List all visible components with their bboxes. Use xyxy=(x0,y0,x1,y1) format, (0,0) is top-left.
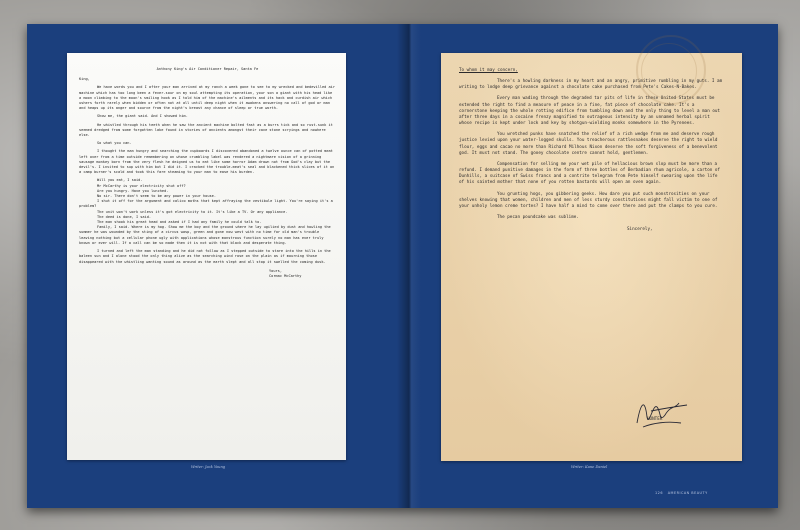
letter-paragraph: We have words you and I after your man arrived at my ranch a week gone to see to my wrecked and bedevilled air machine which has too long been a fever-sour on my soul attempting its operation, your son a giant with his head like a moon climbing to the moon's smiling hook as I told him of the machine's ailments and its hack and curdish air which ushers forth rarely when bidden or often not at all until deep night when it awakens answering no call of god or man and heaps up its anger and source from the night's breast any chance of sleep or true worth. xyxy=(79,85,338,111)
letter-paragraph: So what you can. xyxy=(97,141,132,146)
letter-paragraph: Are you hungry. Have you lunched. xyxy=(97,188,169,193)
letter-paragraph: I thought the man hungry and searching the cupboards I discovered abandoned a twelve ounce can of potted meat left over from a time outside remembering on whose crumbling label was rendered a nightmare vision of a grinning sausage monkey born from the very flesh he deigned us to eat like some horror Adam drawn not from God's clay but the devil's. I invited to sup with him but I did it. I cracked the trouble-meat's seal and blackened thick slices of it on a camp burner's scald and took this fare steaming to your man to ease his burden. xyxy=(79,149,337,175)
left-page-credit: Writer: Jack Young xyxy=(191,465,226,469)
handwritten-signature xyxy=(631,393,691,433)
letter-paragraph: Show me, the giant said. And I showed him. xyxy=(97,114,188,119)
letter-signed-name: HUNTER xyxy=(647,417,663,422)
letter-paragraph: Will you eat, I said. xyxy=(97,178,143,183)
mccarthy-letter xyxy=(67,53,346,460)
right-page-credit: Writer: Kane Daniel xyxy=(571,465,608,469)
letter-paragraph: The man shook his great head and asked if I had any family he could talk to. xyxy=(97,220,262,225)
letter-paragraph: Family, I said. Where is my hog. Show me the boy and the ground where he lay ugilied by dust and howling the summer he was wounded by the sting of a circus wasp, green and gone now west with no time for old man's trouble leaving nothing but a cellular phone ugly with applications whose monstrous function surely no man has ever truly known or ever will. If a call can be so made then it is not with that black and desperate thing. xyxy=(79,225,333,245)
letter-paragraph: Every man wading through the degraded tar pits of life in these United States must be extended the right to find a measure of peace in a fine, fat piece of chocolate cake. It's a cornerstone keeping the whole rotting edifice from tumbling down and the only thing to level a man out after three days in a cocaine frenzy magnified to outrageous intensity by an unnamed herbal spirit whose recipe is kept under lock and key by shotgun-wielding monks somewhere in the Pyrenees. xyxy=(459,96,723,127)
page-folio: 126 AMERICAN BEAUTY xyxy=(655,491,708,495)
letter-paragraph: He whistled through his teeth when he saw the ancient machine bolted fast as a burrs tick and so rust-sunk it seemed dredged from some forgotten lake found in stories of ancients amongst their cave stone scryings and nowhere else. xyxy=(79,122,336,138)
coffee-stain xyxy=(641,43,697,99)
letter-closing: Yours, xyxy=(269,268,282,273)
letter-paragraph: There's a howling darkness in my heart and an angry, primitive rumbling in my guts. I am writing to lodge deep grievance against a chocolate cake purchased from Pete's Cakes-N-Bakes. xyxy=(459,79,725,91)
letter-closing: Sincerely, xyxy=(627,227,653,233)
letter-paragraph: Compensation for selling me your wet pile of hellacious brown slop must be more than a refund. I demand punitive damages in the form of three bottles of Berbadian rhum agricole, a carton of Dunhills, a suitcase of Swiss francs and a contrite telegram from Pete himself swearing upon the life of his sainted mother that none of you rotten bastards will open an oven again. xyxy=(459,161,723,186)
letter-paragraph: No sir. There don't seem to be any power in your house. xyxy=(97,194,216,199)
letterhead: Anthony King's Air Conditioner Repair, Santa Fe xyxy=(156,67,259,71)
letter-paragraph: Mr McCarthy is your electricity shut off? xyxy=(97,183,186,188)
letter-paragraph: You grunting hogs, you gibbering geeks. How dare you put such monstrosities on your shelves knowing that women, children and men of less sturdy constitutions might fall victim to one of your unholy lemon creme tortes? I have half a mind to come over there and put the clamps to you cure. xyxy=(459,191,720,209)
letter-paragraph: I turned and left the man standing and he did not follow as I stepped outside to stare into the hills in the baleen sun and I alone stood the only thing alive as the searching wind rose on the plain as if mourning those disappeared with the whistling wanting sound as around as the earth slept and all stop it swelled the coming dusk. xyxy=(79,249,333,264)
spread-gutter xyxy=(397,24,421,508)
letter-salutation: To whom it may concern, xyxy=(459,68,518,73)
letter-paragraph: The pecan poundcake was sublime. xyxy=(497,214,579,220)
letter-paragraph: I shut it off for the argument and calico moths that kept affraying the vestibule light. You're saying it's a problem? xyxy=(79,199,336,209)
letter-greeting: King, xyxy=(79,77,90,82)
letter-paragraph: The deed is done, I said. xyxy=(97,214,152,219)
magazine-spread xyxy=(27,24,778,508)
thompson-letter xyxy=(441,53,742,461)
letter-signed-name: Cormac McCarthy xyxy=(269,273,302,278)
letter-paragraph: You wretched punks have snatched the relief of a rich wedge from me and deserve rough justice levied upon your water-logged skulls. You treacherous rattlesnakes deserve the right to wield flour, eggs and cacao no more than Richard Milhous Nixon deserve the soft forgiveness of a benevolent god. It must not stand. The gooey chocolate centre cannot hold, gentlemen. xyxy=(459,132,720,156)
letter-paragraph: The unit won't work unless it's got electricity to it. It's like a TV. Or any appliance. xyxy=(97,209,288,214)
